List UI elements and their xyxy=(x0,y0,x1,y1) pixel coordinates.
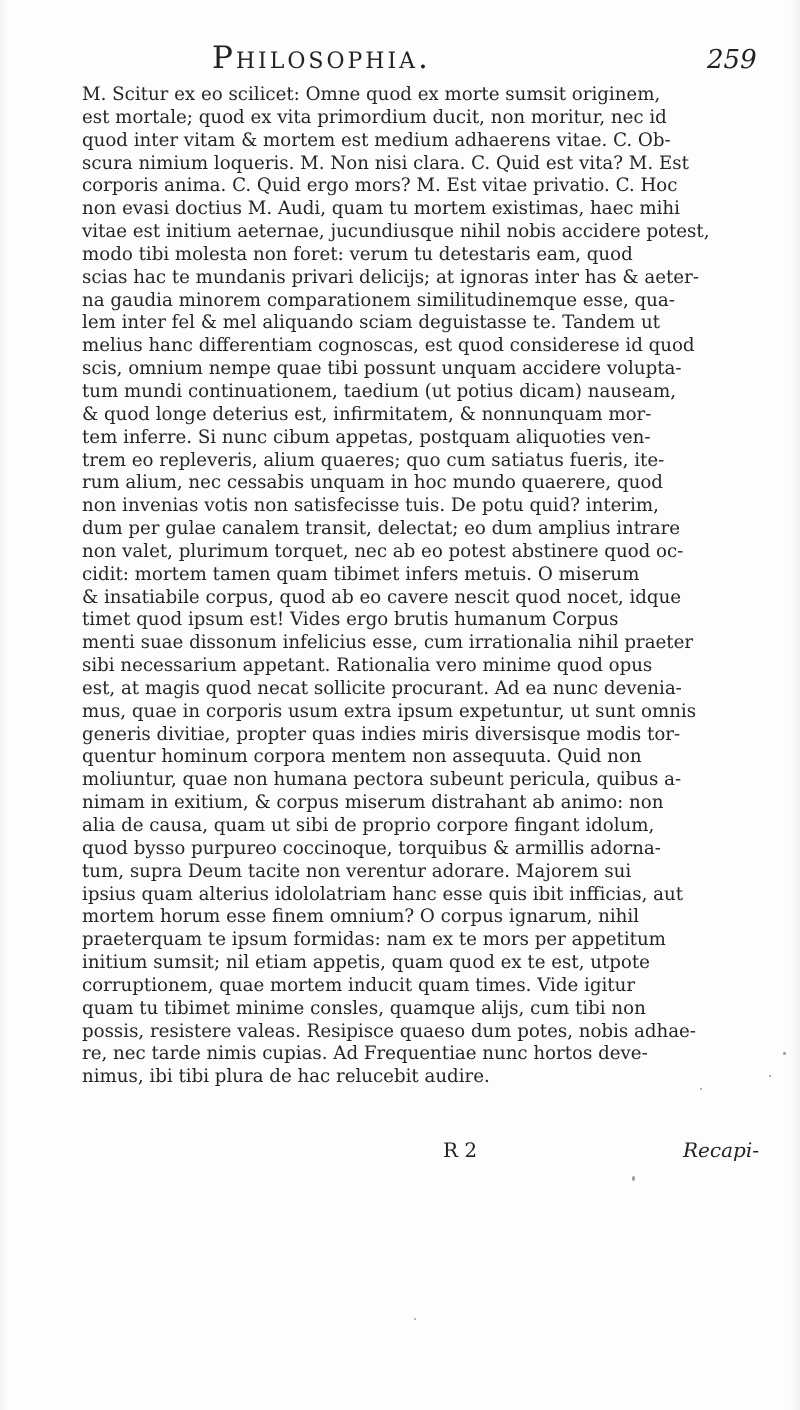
page-header xyxy=(0,40,800,80)
text-line: timet quod ipsum est! Vides ergo brutis humanum Corpus xyxy=(82,609,619,631)
text-line: re, nec tarde nimis cupias. Ad Frequentiae nunc hortos deve- xyxy=(82,1043,648,1065)
text-line: quentur hominum corpora mentem non assequuta. Quid non xyxy=(82,746,642,768)
text-line: mortem horum esse finem omnium? O corpus ignarum, nihil xyxy=(82,906,640,928)
text-line: tem inferre. Si nunc cibum appetas, postquam aliquoties ven- xyxy=(82,426,651,448)
text-line: mus, quae in corporis usum extra ipsum expetuntur, ut sunt omnis xyxy=(82,700,697,722)
text-line: initium sumsit; nil etiam appetis, quam quod ex te est, utpote xyxy=(82,952,650,974)
text-line: scura nimium loqueris. M. Non nisi clara. C. Quid est vita? M. Est xyxy=(82,152,689,174)
ink-speck xyxy=(632,1176,635,1181)
text-line: corruptionem, quae mortem inducit quam times. Vide igitur xyxy=(82,974,636,996)
page-gutter-shadow xyxy=(0,0,8,1410)
text-line: quam tu tibimet minime consles, quamque alijs, cum tibi non xyxy=(82,997,646,1019)
text-line: nimam in exitium, & corpus miserum distrahant ab animo: non xyxy=(82,792,664,814)
text-line: & quod longe deterius est, infirmitatem, & nonnunquam mor- xyxy=(82,403,652,425)
text-line: est, at magis quod necat sollicite procurant. Ad ea nunc devenia- xyxy=(82,677,682,699)
text-line: possis, resistere valeas. Resipisce quaeso dum potes, nobis adhae- xyxy=(82,1020,696,1042)
text-line: trem eo repleveris, alium quaeres; quo cum satiatus fueris, ite- xyxy=(82,449,665,471)
text-line: moliuntur, quae non humana pectora subeunt pericula, quibus a- xyxy=(82,769,682,791)
text-line: menti suae dissonum infelicius esse, cum irrationalia nihil praeter xyxy=(82,632,694,654)
text-line: est mortale; quod ex vita primordium ducit, non moritur, nec id xyxy=(82,106,667,128)
text-line: nimus, ibi tibi plura de hac relucebit audire. xyxy=(82,1066,490,1088)
text-line: non invenias votis non satisfecisse tuis. De potu quid? interim, xyxy=(82,495,659,517)
page-number: 259 xyxy=(707,45,757,75)
page-edge-shadow xyxy=(790,0,800,1410)
text-line: & insatiabile corpus, quod ab eo cavere nescit quod nocet, idque xyxy=(82,586,682,608)
text-line: lem inter fel & mel aliquando sciam deguistasse te. Tandem ut xyxy=(82,312,660,334)
text-line: alia de causa, quam ut sibi de proprio corpore fingant idolum, xyxy=(82,815,655,836)
text-line: generis divitiae, propter quas indies miris diversisque modis tor- xyxy=(82,723,681,745)
text-line: modo tibi molesta non foret: verum tu detestaris eam, quod xyxy=(82,243,633,265)
text-line: vitae est initium aeternae, jucundiusque nihil nobis accidere potest, xyxy=(82,221,710,243)
text-line: ipsius quam alterius idololatriam hanc esse quis ibit infficias, aut xyxy=(82,883,684,905)
signature-mark: R 2 xyxy=(443,1138,478,1162)
ink-speck xyxy=(414,1318,416,1320)
body-text xyxy=(82,84,762,1089)
text-line: melius hanc differentiam cognoscas, est quod considerese id quod xyxy=(82,335,695,357)
text-line: scis, omnium nempe quae tibi possunt unquam accidere volupta- xyxy=(82,358,682,380)
text-line: non valet, plurimum torquet, nec ab eo potest abstinere quod oc- xyxy=(82,540,684,562)
text-line: sibi necessarium appetant. Rationalia vero minime quod opus xyxy=(82,655,653,677)
text-line: non evasi doctius M. Audi, quam tu mortem existimas, haec mihi xyxy=(82,198,680,220)
text-line: tum, supra Deum tacite non verentur adorare. Majorem sui xyxy=(82,860,632,882)
text-line: M. Scitur ex eo scilicet: Omne quod ex morte sumsit originem, xyxy=(82,84,661,105)
text-line: scias hac te mundanis privari delicijs; at ignoras inter has & aeter- xyxy=(82,266,699,288)
text-line: quod bysso purpureo coccinoque, torquibus & armillis adorna- xyxy=(82,837,661,859)
ink-speck xyxy=(700,1088,702,1090)
running-head: Philosophia. xyxy=(212,40,431,76)
text-line: cidit: mortem tamen quam tibimet infers metuis. O miserum xyxy=(82,563,640,585)
text-line: dum per gulae canalem transit, delectat; eo dum amplius intrare xyxy=(82,518,681,540)
text-line: rum alium, nec cessabis unquam in hoc mundo quaerere, quod xyxy=(82,472,663,494)
text-line: na gaudia minorem comparationem similitudinemque esse, qua- xyxy=(82,289,675,311)
ink-speck xyxy=(769,1075,771,1077)
page-footer xyxy=(0,1138,800,1168)
text-line: praeterquam te ipsum formidas: nam ex te mors per appetitum xyxy=(82,929,666,951)
text-line: tum mundi continuationem, taedium (ut potius dicam) nauseam, xyxy=(82,380,676,402)
catchword: Recapi- xyxy=(683,1138,759,1162)
ink-speck xyxy=(783,1052,786,1055)
text-line: corporis anima. C. Quid ergo mors? M. Est vitae privatio. C. Hoc xyxy=(82,175,678,197)
text-line: quod inter vitam & mortem est medium adhaerens vitae. C. Ob- xyxy=(82,129,671,151)
